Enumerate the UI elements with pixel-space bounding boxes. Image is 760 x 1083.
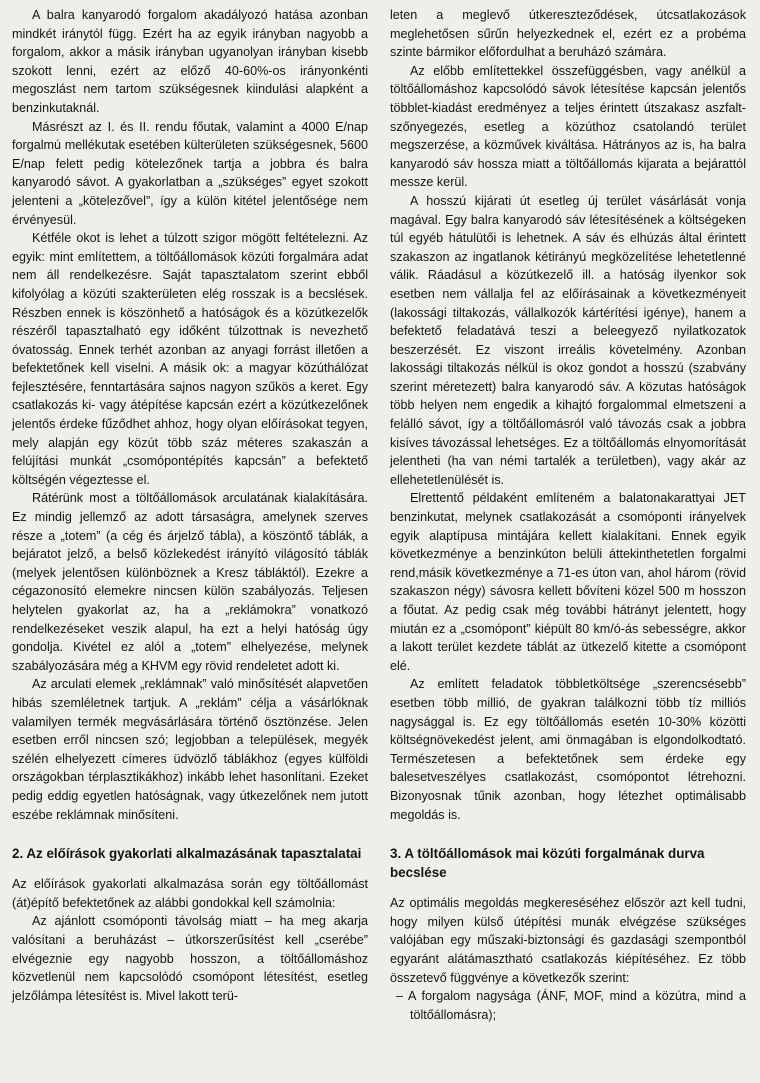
- right-column: [390, 6, 746, 1083]
- paragraph: Az említett feladatok többletköltsége „szerencsésebb” esetben több millió, de gyakran találkozni több tíz milliós nagysággal is. Ez egy töltőállomás esetén 10-30% közötti költségnövekedést jelent, ami önmagában is elgondolkodtató. Természetesen a befektetőnek sem érdeke egy balesetveszélyes csatlakozást, csomópontot létrehozni. Bizonyosnak tűnik azonban, hogy létezhet optimálisabb megoldás is.: [390, 677, 746, 822]
- paragraph: Az ajánlott csomóponti távolság miatt – ha meg akarja valósítani a beruházást – útkorszerűsítést kell „cserébe” elvégeznie egy nagyobb hosszon, a töltőállomáshoz közvetlenül nem kapcsolódó csomópont létesítést, esetleg jelzőlámpa létesítést is. Mivel lakott terü-: [12, 914, 368, 1003]
- section-heading-3: 3. A töltőállomások mai közúti forgalmának durva becslése: [390, 846, 705, 881]
- paragraph: A balra kanyarodó forgalom akadályozó hatása azonban mindkét iránytól függ. Ezért ha az egyik irányban nagyobb a forgalom, akkor a másik irányban ugyanolyan irányban kisebb szokott lenni, ezért az előző 40-60%-os irányonkénti megoszlást nem tartom szükségesnek kiindulási alapként a benzinkutaknál.: [12, 8, 368, 115]
- section-heading-2: 2. Az előírások gyakorlati alkalmazásának tapasztalatai: [12, 846, 362, 862]
- paragraph: Az előbb említettekkel összefüggésben, vagy anélkül a töltőállomáshoz kapcsolódó sávok létesítése kapcsán jelentős többlet-kiadást eredményez a teljes érintett útszakasz aszfalt-szőnyegezés, esetleg a közúthoz csatolandó terület megszerzése, a közművek kiváltása. Hátrányos az is, ha balra kanyarodó sáv hossza miatt a töltőállomás kijarata a bejárattól messze kerül.: [390, 63, 746, 190]
- paragraph: Az előírások gyakorlati alkalmazása során egy töltőállomást (át)építő befektetőnek az alábbi gondokkal kell számolnia:: [12, 877, 368, 910]
- list-item: – A forgalom nagysága (ÁNF, MOF, mind a közútra, mind a töltőállomásra);: [396, 989, 746, 1022]
- left-column: [12, 6, 368, 1083]
- paragraph: leten a meglevő útkereszteződések, útcsatlakozások meglehetősen sűrűn helyezkednek el, ezért ez a probéma szinte bármikor előfordulhat a beruházó számára.: [390, 8, 746, 60]
- paragraph: Az arculati elemek „reklámnak” való minősítését alapvetően hibás szemléletnek tartjuk. A „reklám” célja a vásárlóknak valamilyen termék megvásárlására történő ösztönzése. Jelen esetben erről nincsen szó; legjobban a települések, megyék szélén elhelyezett címeres üdvözlő táblákhoz (egyes külföldi országokban térplasztikákhoz) inkább lehet hasonlítani. Ezeket pedig eddig egyetlen hatóságnak, vagy útkezelőnek nem jutott eszébe reklámnak minősíteni.: [12, 677, 368, 822]
- paragraph: Az optimális megoldás megkereséséhez először azt kell tudni, hogy milyen külső útépítési munák elvégzése szükséges valójában egy műszaki-biztonsági és gazdasági szempontból egyaránt alátámasztható csatlakozás kiépítéséhez. Ez több összetevő függvénye a következők szerint:: [390, 896, 746, 985]
- paragraph: A hosszú kijárati út esetleg új terület vásárlását vonja magával. Egy balra kanyarodó sáv létesítésének a költségeken túl egyéb hátulütői is lehetnek. A sáv és elhúzás által érintett szakaszon az ingatlanok kétirányú megközelítése lehetetlenné válik. Ráadásul a közútkezelő ill. a hatóság ilyenkor sok esetben nem vállalja fel az előírásainak a következményeit (lakossági tiltakozás, vállalkozók kártérítési igénye), hanem a befektető feladatává teszi a beleegyező nyilatkozatok beszerzését. Ez viszont irreális követelmény. Azonban lakossági tiltakozás nélkül is okoz gondot a hosszú (szabvány szerint méretezett) balra kanyarodó sáv. A közutas hatóságok több helyen nem engedik a kihajtó forgalommal elmetszeni a felálló sávot, így a töltőállomásról való távozás csak a jobbra kisíves távozással lehetséges. Ez a töltőállomás elnyomorítását jelentheti (ha van némi tartalék a területben), vagy akár az ellehetetlenülését is.: [390, 193, 746, 487]
- paragraph: Elrettentő példaként említeném a balatonakarattyai JET benzinkutat, melynek csatlakozását a csomóponti irányelvek egyik alaptípusa mintájára kellett kialakítani. Ennek egyik következménye a benzinkúton belüli áttekinthetetlen forgalmi rend,másik következménye a 71-es úton van, ahol három (rövid szakaszon négy) sávosra kellett bővíteni közel 500 m hosszon a főutat. Az pedig csak még további hátrányt jelentett, hogy miután ez a „csomópont” kiépült 80 km/ó-ás sebességre, akkor a lakott terület kezdete táblát az ütkezelő kitette a csomópont elé.: [390, 491, 746, 673]
- paragraph: Kétféle okot is lehet a túlzott szigor mögött feltételezni. Az egyik: mint említettem, a töltőállomások közúti forgalmára adat nem áll rendelkezésre. Saját tapasztalatom szerint ebből kifolyólag a közúti szakterületen elég rosszak is a becslések. Részben ennek is köszönhető a hatóságok és a közútkezelők részéről tapasztalható egy időként túlzottnak is nevezhető óvatosság. Ennek terhét azonban az anyagi forrást illetően a befektetőnek kell viselni. A másik ok: a magyar közúthálózat fejlesztésére, fenntartására sajnos nagyon szűkös a keret. Egy csatlakozás ki- vagy átépítése kapcsán ezért a közútkezelőnek jelentős érdeke fűződhet ahhoz, hogy olyan előírásokat tegyen, mely alapján egy közút több száz méteres szakaszán a felújítási munkát „csomópontépítés kapcsán” a befektető költségén végeztesse el.: [12, 231, 368, 487]
- paragraph: Másrészt az I. és II. rendu főutak, valamint a 4000 E/nap forgalmú mellékutak esetében külterületen szükségesnek, 5600 E/nap felett pedig kötelezőnek tartja a jobbra és balra kanyarodó sávot. A gyakorlatban a „szükséges” egyet szokott jelenteni a „kötelezővel”, így a külön kitétel jelentősége nem érvényesül.: [12, 119, 368, 227]
- paragraph: Rátérünk most a töltőállomások arculatának kialakítására. Ez mindig jellemző az adott társaságra, amelynek szerves része a „totem” (a cég és árjelző tábla), a köszöntő táblák, a bejáratot jelző, a belső közlekedést irányító világosító táblák (melyek jelentősen különböznek a Kresz tábláktól). Ezekre a cégazonosító elemekre nincsen külön szabályozás. Teljesen helytelen gyakorlat az, ha a „reklámokra” vonatkozó rendelkezéseket veszik alapul, ha ezt a helyi hatóság úgy gondolja. Kivétel ez alól a „totem” elhelyezése, melynek szabályozására még a KHVM egy rövid rendeletet adott ki.: [12, 491, 368, 673]
